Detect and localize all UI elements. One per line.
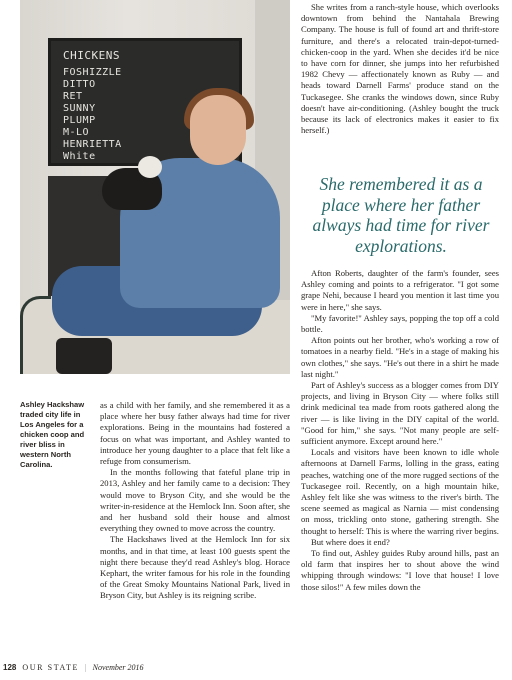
magazine-name: OUR STATE <box>22 663 80 672</box>
issue-date: November 2016 <box>92 663 144 672</box>
chalkboard-line: HENRIETTA <box>63 139 122 150</box>
chalkboard-line: CHICKENS <box>63 49 120 62</box>
pull-quote: She remembered it as a place where her father always had time for river explorations. <box>312 174 490 256</box>
paragraph: But where does it end? <box>311 536 390 547</box>
paragraph: To find out, Ashley guides Ruby around hills, past an old farm that inspires her to shout above the wind whipping through windows: "I love that house! I love those silos!" A few miles down the <box>301 548 499 592</box>
paragraph: Afton points out her brother, who's working a row of tomatoes in a nearby field. "He's in a stage of making his own clothes," she says. "He's out there in a shirt he made last night." <box>301 335 499 379</box>
chalkboard-line: RET <box>63 91 83 102</box>
bench-rail <box>20 296 51 374</box>
photo-caption: Ashley Hackshaw traded city life in Los Angeles for a chicken coop and river bliss in western North Carolina. <box>20 400 85 469</box>
right-column-top-text <box>301 2 499 136</box>
chalkboard-line: White <box>63 151 96 162</box>
page-footer <box>3 663 144 672</box>
right-column-bottom-text <box>301 268 499 593</box>
paragraph: "My favorite!" Ashley says, popping the top off a cold bottle. <box>301 312 499 335</box>
paragraph: Locals and visitors have been known to idle whole afternoons at Darnell Farms, lolling in the grass, eating peaches, watching one of the more rugged sections of the Tuckasegee roil. Recently, on a high mountain hike, Ashley felt like she was witness to the river's birth. The scene seemed as magical as Narnia — mist condensing on moss, trickling onto stone, gathering strength. She thought to herself: This is where the warring river begins. <box>301 447 499 536</box>
paragraph: as a child with her family, and she remembered it as a place where her busy father always had time for river explorations. Being in the mountains had fostered a focus on what was important, and Ashley wanted to introduce her young daughter to a place that felt like a refuge from consumerism. <box>100 400 290 467</box>
chalkboard-line: SUNNY <box>63 103 96 114</box>
left-column-text <box>100 400 290 602</box>
boot <box>56 338 112 374</box>
paragraph: Afton Roberts, daughter of the farm's founder, sees Ashley coming and points to a refrigerator. "I got some grape Nehi, because I heard you mention it last time you were in here," she says. <box>301 268 499 312</box>
page-number: 128 <box>3 663 17 672</box>
ashley-hackshaw-photo <box>20 0 290 374</box>
paragraph: She writes from a ranch-style house, which overlooks downtown from behind the Nantahala Brewing Company. The house is full of found art and thrift-store furniture, and there's a relocated train-depot-turned-chicken-coop in the yard. When she decides it'd be nice to have corn for dinner, she jumps into her refurbished 1982 Chevy — affectionately known as Ruby — and heads toward Darnell Farms' produce stand on the Tuckasegee. She cranks the windows down, since Ruby doesn't have air-conditioning. (Ashley bought the truck because its lack of electronics makes it easier to fix herself.) <box>301 2 499 136</box>
paragraph: In the months following that fateful plane trip in 2013, Ashley and her family came to a decision: They would move to Bryson City, and she would be the writer-in-residence at the Hemlock Inn. Soon after, she and her husband sold their house and almost everything they owned to move across the country. <box>100 467 290 534</box>
footer-separator: | <box>85 663 87 672</box>
chalkboard-line: M-LO <box>63 127 90 138</box>
chalkboard-line: DITTO <box>63 79 96 90</box>
paragraph: The Hackshaws lived at the Hemlock Inn for six months, and in that time, at least 100 guests spent the night there because they'd read Ashley's blog. Horace Kephart, the writer famous for his role in the founding of the Great Smoky Mountains National Park, lived in Bryson City, but Ashley is its reigning scribe. <box>100 534 290 601</box>
person-face <box>190 95 246 165</box>
chalkboard-line: PLUMP <box>63 115 96 126</box>
paragraph: Part of Ashley's success as a blogger comes from DIY projects, and living in Bryson City — where folks still drink medicinal tea made from roots gathered along the river — is like living in the DIY capital of the world. "Good for him," she says. "Not many people are self-sufficient anymore. Except around here." <box>301 380 499 447</box>
chalkboard-line: FOSHIZZLE <box>63 67 122 78</box>
hen-crest <box>138 156 162 178</box>
